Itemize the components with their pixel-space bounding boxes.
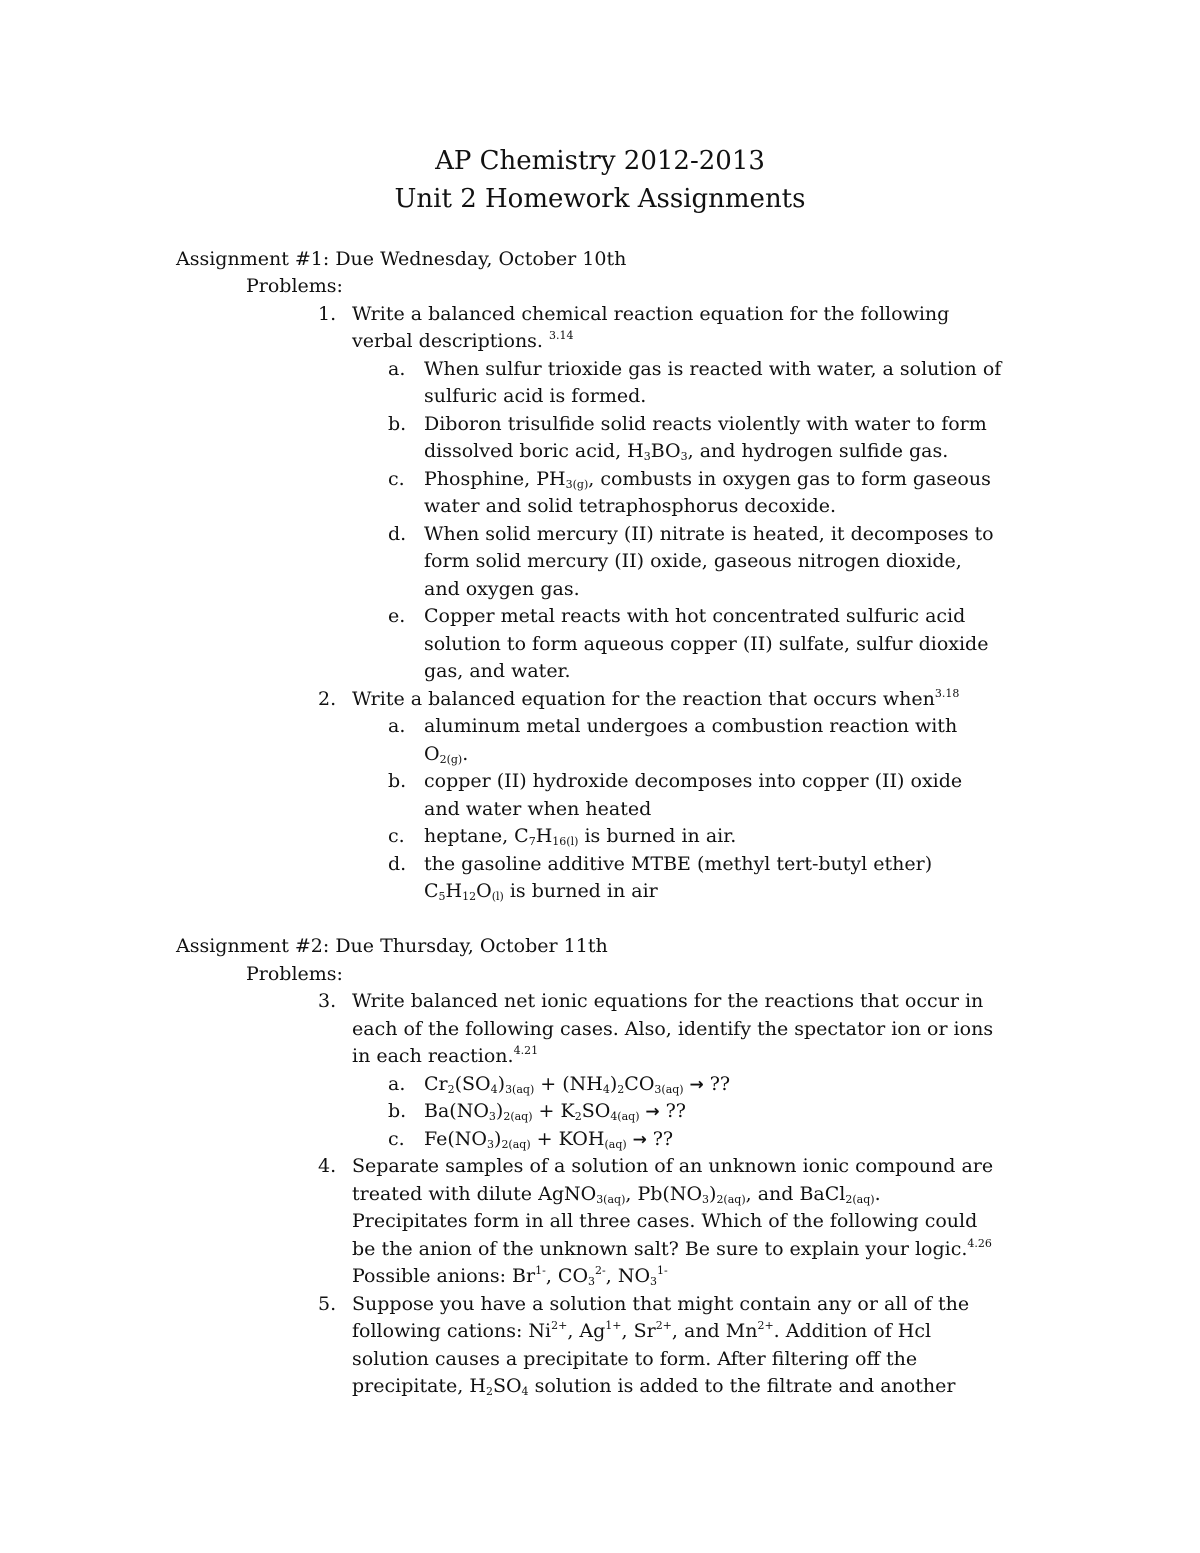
question-2a-label: a. — [388, 715, 406, 737]
question-2b-label: b. — [388, 770, 407, 792]
question-3a-equation: $Cr_2(SO_4)_{3(aq)} + (NH_4)_2CO_{3(aq)}$ → ?? — [424, 1073, 731, 1096]
document-title — [0, 142, 1200, 218]
question-1b-label: b. — [388, 413, 407, 435]
question-3-line-1: Write balanced net ionic equations for the reactions that occur in — [352, 990, 984, 1012]
question-1d-label: d. — [388, 523, 407, 545]
title-line-2: Unit 2 Homework Assignments — [394, 184, 806, 214]
question-2a-line-1: aluminum metal undergoes a combustion reaction with — [424, 715, 958, 737]
question-1d-line-2: form solid mercury (II) oxide, gaseous nitrogen dioxide, — [424, 550, 962, 572]
assignment-2-heading: Assignment #2: Due Thursday, October 11th — [176, 935, 608, 957]
question-1a-label: a. — [388, 358, 406, 380]
question-5-line-1: Suppose you have a solution that might contain any or all of the — [352, 1293, 970, 1315]
question-3-line-3: in each reaction.$^{4.21}$ — [352, 1044, 539, 1067]
question-1e-line-1: Copper metal reacts with hot concentrated sulfuric acid — [424, 605, 966, 627]
question-2-number: 2. — [318, 688, 337, 710]
question-1b-line-1: Diboron trisulfide solid reacts violently with water to form — [424, 413, 987, 435]
question-2c-line-1: heptane, $C_7H_{16(l)}$ is burned in air. — [424, 825, 737, 848]
question-4-line-2: treated with dilute AgNO$_{3(aq)}$, $Pb(NO_3)_{2(aq)}$, and BaCl$_{2(aq)}$. — [352, 1183, 881, 1206]
arrow-icon: → — [683, 1075, 710, 1095]
question-3-reference: 4.21 — [513, 1044, 539, 1057]
question-4-line-4: be the anion of the unknown salt? Be sure to explain your logic.$^{4.26}$ — [352, 1237, 992, 1260]
assignment-1-heading: Assignment #1: Due Wednesday, October 10th — [176, 248, 627, 270]
question-5-line-2: following cations: $Ni^{2+}$, $Ag^{1+}$, $Sr^{2+}$, and $Mn^{2+}$. Addition of Hcl — [352, 1319, 932, 1342]
question-4-line-5: Possible anions: $Br^{1-}$, $CO_3^{2-}$, $NO_3^{1-}$ — [352, 1264, 668, 1288]
question-2b-line-1: copper (II) hydroxide decomposes into copper (II) oxide — [424, 770, 963, 792]
question-1-reference: 3.14 — [549, 329, 574, 342]
question-1-number: 1. — [318, 303, 337, 325]
question-2d-label: d. — [388, 853, 407, 875]
question-3a-label: a. — [388, 1073, 406, 1095]
question-3-number: 3. — [318, 990, 337, 1012]
question-2a-line-2: $O_{2(g)}$. — [424, 743, 469, 766]
question-5-line-3: solution causes a precipitate to form. After filtering off the — [352, 1348, 918, 1370]
question-1a-line-2: sulfuric acid is formed. — [424, 385, 647, 407]
question-1-line-1: Write a balanced chemical reaction equation for the following — [352, 303, 950, 325]
question-2-reference: 3.18 — [934, 687, 960, 700]
question-1-line-2: verbal descriptions. $^{3.14}$ — [352, 329, 574, 352]
arrow-icon: → — [626, 1130, 653, 1150]
arrow-icon: → — [639, 1102, 666, 1122]
question-1d-line-1: When solid mercury (II) nitrate is heated, it decomposes to — [424, 523, 994, 545]
question-4-number: 4. — [318, 1155, 337, 1177]
question-1d-line-3: and oxygen gas. — [424, 578, 580, 600]
title-line-1: AP Chemistry 2012-2013 — [435, 146, 765, 176]
question-2c-label: c. — [388, 825, 405, 847]
question-4-line-1: Separate samples of a solution of an unknown ionic compound are — [352, 1155, 994, 1177]
question-3c-equation: $Fe(NO_3)_{2(aq)} + KOH_{(aq)}$ → ?? — [424, 1128, 674, 1151]
question-1b-line-2: dissolved boric acid, $H_3BO_3$, and hydrogen sulfide gas. — [424, 440, 949, 463]
question-1e-line-3: gas, and water. — [424, 660, 571, 682]
question-5-number: 5. — [318, 1293, 337, 1315]
question-1c-label: c. — [388, 468, 405, 490]
assignment-2-problems-label: Problems: — [246, 963, 343, 985]
question-3-line-2: each of the following cases. Also, identify the spectator ion or ions — [352, 1018, 994, 1040]
question-1c-line-1: Phosphine, $PH_{3(g)}$, combusts in oxygen gas to form gaseous — [424, 468, 991, 491]
question-1e-label: e. — [388, 605, 406, 627]
question-5-line-4: precipitate, $H_2SO_4$ solution is added to the filtrate and another — [352, 1375, 956, 1398]
question-2b-line-2: and water when heated — [424, 798, 652, 820]
question-1a-line-1: When sulfur trioxide gas is reacted with water, a solution of — [424, 358, 1002, 380]
question-3c-label: c. — [388, 1128, 405, 1150]
question-2d-line-1: the gasoline additive MTBE (methyl tert-butyl ether) — [424, 853, 933, 875]
question-3b-label: b. — [388, 1100, 407, 1122]
question-1c-line-2: water and solid tetraphosphorus decoxide. — [424, 495, 837, 517]
question-1e-line-2: solution to form aqueous copper (II) sulfate, sulfur dioxide — [424, 633, 989, 655]
question-2-line-1: Write a balanced equation for the reaction that occurs when$^{3.18}$ — [352, 687, 960, 710]
question-4-reference: 4.26 — [967, 1237, 992, 1250]
question-4-line-3: Precipitates form in all three cases. Which of the following could — [352, 1210, 978, 1232]
assignment-1-problems-label: Problems: — [246, 275, 343, 297]
question-3b-equation: $Ba(NO_3)_{2(aq)} + K_2SO_{4(aq)}$ → ?? — [424, 1100, 686, 1123]
question-2d-line-2: $C_5H_{12}O_{(l)}$ is burned in air — [424, 880, 658, 903]
